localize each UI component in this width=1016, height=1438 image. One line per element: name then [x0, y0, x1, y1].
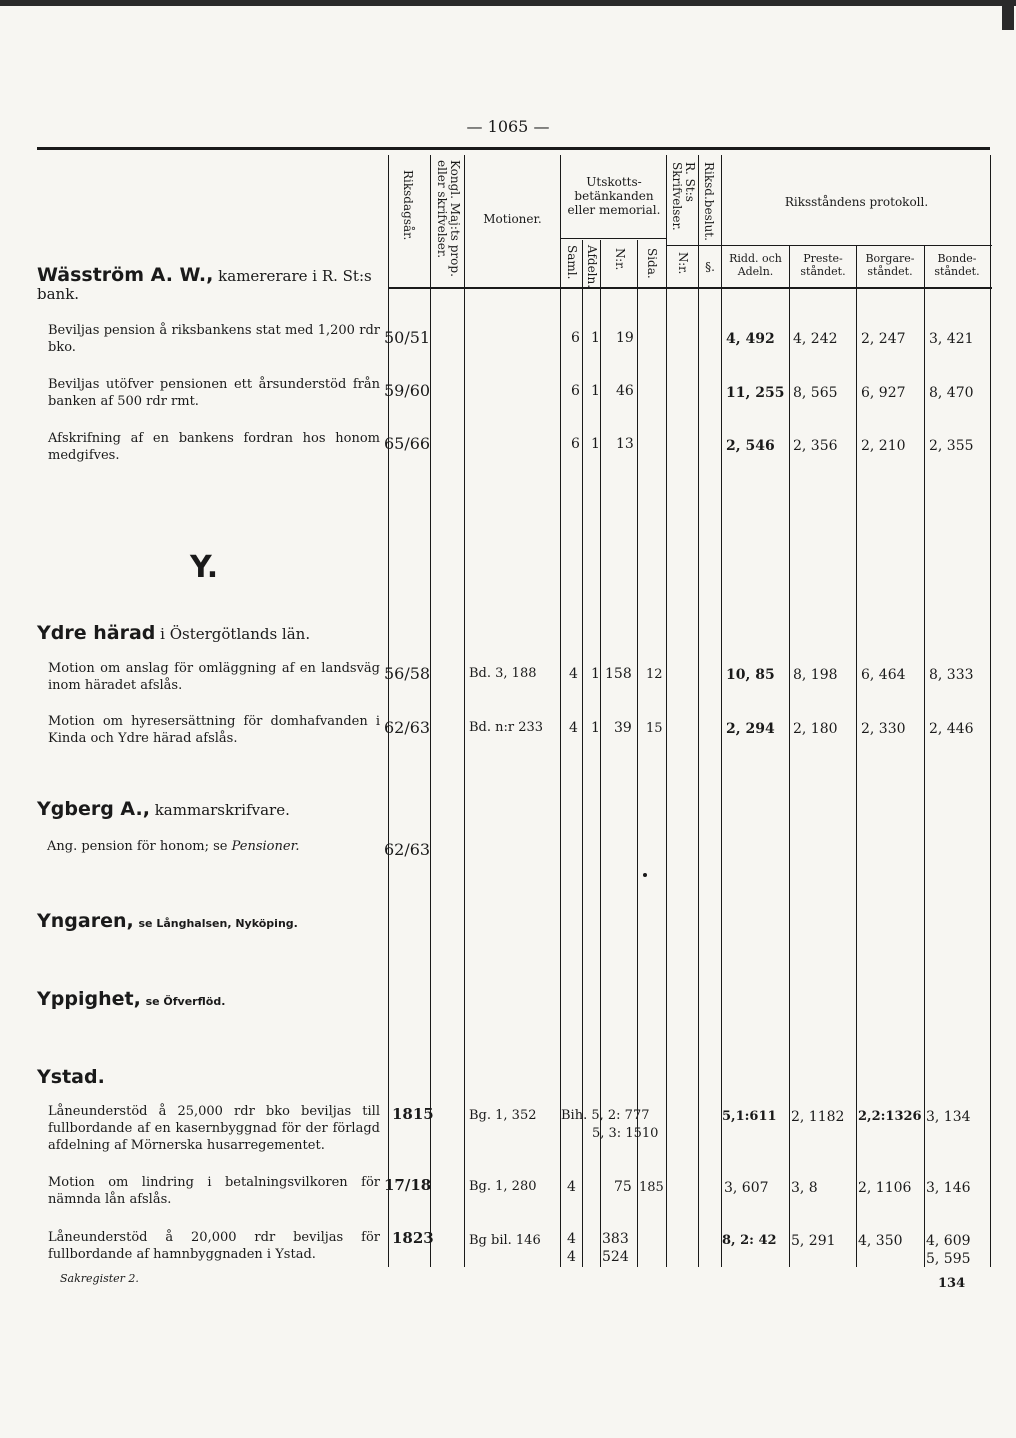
row-mot: Bd. n:r 233: [469, 720, 544, 735]
row-text: Låneunderstöd å 25,000 rdr bko beviljas till fullbordande af en kasernbyggnad för der förlagd afdelning af Mörnerska husarregementet.: [48, 1104, 380, 1153]
row-text: Motion om lindring i betalningsvilkoren för nämnda lån afslås.: [48, 1175, 380, 1207]
row-year: 56/58: [384, 664, 431, 683]
stand-subheader-rule: [722, 245, 992, 246]
col-line-4: [560, 155, 561, 1267]
row-afd: 1: [591, 383, 600, 399]
col-line-2: [430, 155, 431, 1267]
entry-yngaren-heading: [37, 912, 377, 933]
row-year: 62/63: [384, 718, 431, 737]
row-bonde: 3, 421: [929, 331, 974, 347]
header-riksdbeslut: Riksd.beslut.: [702, 162, 716, 241]
col-line-12: [856, 246, 857, 1267]
row-mot: Bd. 3, 188: [469, 666, 537, 681]
row-saml: 6: [571, 436, 580, 452]
row-preste: 8, 198: [793, 667, 838, 683]
row-borg: 2, 210: [861, 438, 906, 454]
header-riksstandens: Riksståndens protokoll.: [784, 195, 929, 209]
entry-desc: se Öfverflöd.: [145, 995, 226, 1008]
row-utsk2: 5, 3: 1510: [592, 1126, 659, 1141]
header-rsts: R. St:s Skrifvelser.: [670, 162, 697, 231]
row-ridd: 2, 294: [726, 721, 775, 737]
row-text: Motion om hyresersättning för domhafvanden i Kinda och Ydre härad afslås.: [48, 714, 380, 746]
row-bonde2: 5, 595: [926, 1251, 971, 1267]
col-line-10: [721, 155, 722, 1267]
row-ridd: 10, 85: [726, 667, 775, 683]
row-sida: 12: [646, 667, 663, 682]
row-year: 50/51: [384, 328, 431, 347]
header-bonde: Bonde- ståndet.: [934, 252, 980, 278]
entry-ygberg-heading: [37, 800, 377, 819]
row-borg: 2, 247: [861, 331, 906, 347]
entry-name: Yppighet,: [37, 988, 141, 1010]
row-saml: 4: [567, 1231, 576, 1247]
col-line-1: [388, 155, 389, 1267]
corner-mark: [1002, 0, 1014, 30]
row-nr: 46: [616, 383, 634, 399]
header-para: §.: [705, 260, 715, 274]
row-nr: 13: [616, 436, 634, 452]
row-borg: 6, 927: [861, 385, 906, 401]
row-year: 1823: [392, 1229, 434, 1247]
rsts-subheader-rule: [667, 245, 722, 246]
entry-wasstrom-heading: [37, 266, 377, 303]
row-mot: Bg bil. 146: [469, 1233, 541, 1248]
entry-desc: kammarskrifvare.: [154, 801, 290, 819]
col-line-13: [924, 246, 925, 1267]
entry-name: Ygberg A.,: [37, 798, 150, 820]
entry-name: Ystad.: [37, 1066, 105, 1088]
row-year: 62/63: [384, 840, 431, 859]
header-sida: Sida.: [645, 248, 659, 279]
row-saml: 4: [567, 1179, 576, 1195]
row-afd: 1: [591, 720, 600, 736]
header-bottom-rule: [388, 287, 992, 289]
row-ridd: 4, 492: [726, 331, 775, 347]
row-preste: 5, 291: [791, 1233, 836, 1249]
row-nr2: 524: [602, 1249, 629, 1265]
row-borg: 2, 1106: [858, 1180, 912, 1196]
header-kongl: Kongl. Maj:ts prop. eller skrifvelser.: [435, 160, 462, 277]
row-ridd: 3, 607: [724, 1180, 769, 1196]
row-text: Motion om anslag för omläggning af en landsväg inom häradet afslås.: [48, 661, 380, 693]
section-letter: Y.: [190, 550, 219, 585]
row-nr: 158: [605, 666, 632, 682]
row-afd: 1: [591, 666, 600, 682]
row-borg: 4, 350: [858, 1233, 903, 1249]
header-afdeln: Afdeln.: [585, 245, 599, 289]
row-bonde: 3, 146: [926, 1180, 971, 1196]
row-borg: 2,2:1326: [858, 1109, 922, 1124]
header-ridd: Ridd. och Adeln.: [729, 252, 782, 278]
ink-dot: [643, 873, 647, 877]
row-bonde: 2, 355: [929, 438, 974, 454]
entry-ydre-heading: [37, 624, 377, 643]
row-year: 17/18: [384, 1176, 432, 1194]
row-bonde: 4, 609: [926, 1233, 971, 1249]
row-text-main: Ang. pension för honom; se: [47, 839, 228, 854]
row-preste: 3, 8: [791, 1180, 818, 1196]
row-year: 1815: [392, 1105, 434, 1123]
row-year: 65/66: [384, 434, 431, 453]
row-ridd: 8, 2: 42: [722, 1233, 777, 1248]
entry-name: Wäsström A. W.,: [37, 264, 214, 286]
row-ridd: 11, 255: [726, 385, 785, 401]
header-saml: Saml.: [565, 245, 579, 280]
row-bonde: 8, 333: [929, 667, 974, 683]
row-ridd: 5,1:611: [722, 1109, 777, 1124]
col-line-9: [698, 155, 699, 1267]
row-text: Låneunderstöd å 20,000 rdr beviljas för fullbordande af hamnbyggnaden i Ystad.: [48, 1230, 380, 1262]
row-saml: 6: [571, 383, 580, 399]
row-saml: 4: [569, 720, 578, 736]
row-text: [47, 838, 379, 855]
footer-sheet-number: 134: [938, 1276, 966, 1291]
row-nr: 19: [616, 330, 634, 346]
row-sida: 15: [646, 721, 663, 736]
row-text: Beviljas pension å riksbankens stat med 1,200 rdr bko.: [48, 323, 380, 355]
header-nr2: N:r.: [676, 252, 690, 275]
row-bonde: 2, 446: [929, 721, 974, 737]
col-line-3: [464, 155, 465, 1267]
entry-desc: kamererare i R. St:s bank.: [37, 267, 372, 303]
row-saml2: 4: [567, 1249, 576, 1265]
row-text: Beviljas utöfver pensionen ett årsunderstöd från banken af 500 rdr rmt.: [48, 377, 380, 409]
header-preste: Preste- ståndet.: [800, 252, 846, 278]
header-borgare: Borgare- ståndet.: [865, 252, 915, 278]
row-afd: 1: [591, 330, 600, 346]
page-number: — 1065 —: [466, 117, 550, 136]
row-bonde: 3, 134: [926, 1109, 971, 1125]
row-preste: 8, 565: [793, 385, 838, 401]
row-saml: 4: [569, 666, 578, 682]
col-line-14: [990, 155, 991, 1267]
row-preste: 2, 180: [793, 721, 838, 737]
header-top-rule: [37, 147, 990, 150]
col-line-8: [666, 155, 667, 1267]
row-nr: 39: [614, 720, 632, 736]
footer-sakregister: Sakregister 2.: [60, 1272, 139, 1285]
row-year: 59/60: [384, 381, 431, 400]
row-mot: Bg. 1, 352: [469, 1108, 537, 1123]
row-mot: Bg. 1, 280: [469, 1179, 537, 1194]
row-preste: 2, 356: [793, 438, 838, 454]
row-text-ref: Pensioner.: [231, 839, 300, 854]
row-utsk1: Bih. 5, 2: 777: [561, 1108, 650, 1123]
header-motioner: Motioner.: [483, 212, 542, 226]
row-nr: 383: [602, 1231, 629, 1247]
col-line-11: [789, 246, 790, 1267]
header-nr1: N:r.: [613, 248, 627, 271]
utskott-subheader-rule: [561, 238, 667, 239]
header-utskott: Utskotts- betänkanden eller memorial.: [567, 175, 661, 217]
row-preste: 2, 1182: [791, 1109, 845, 1125]
row-preste: 4, 242: [793, 331, 838, 347]
header-riksdagsar: Riksdagsår.: [401, 170, 415, 241]
row-borg: 6, 464: [861, 667, 906, 683]
entry-yppighet-heading: [37, 990, 377, 1011]
top-border: [0, 0, 1016, 6]
entry-desc: i Östergötlands län.: [160, 625, 311, 643]
row-text: Afskrifning af en bankens fordran hos honom medgifves.: [48, 431, 380, 463]
entry-name: Yngaren,: [37, 910, 134, 932]
row-sida: 185: [639, 1180, 664, 1195]
entry-name: Ydre härad: [37, 622, 156, 644]
entry-desc: se Långhalsen, Nyköping.: [138, 917, 298, 930]
row-bonde: 8, 470: [929, 385, 974, 401]
row-ridd: 2, 546: [726, 438, 775, 454]
row-afd: 1: [591, 436, 600, 452]
row-borg: 2, 330: [861, 721, 906, 737]
entry-ystad-heading: [37, 1068, 377, 1087]
row-nr: 75: [614, 1179, 632, 1195]
row-saml: 6: [571, 330, 580, 346]
